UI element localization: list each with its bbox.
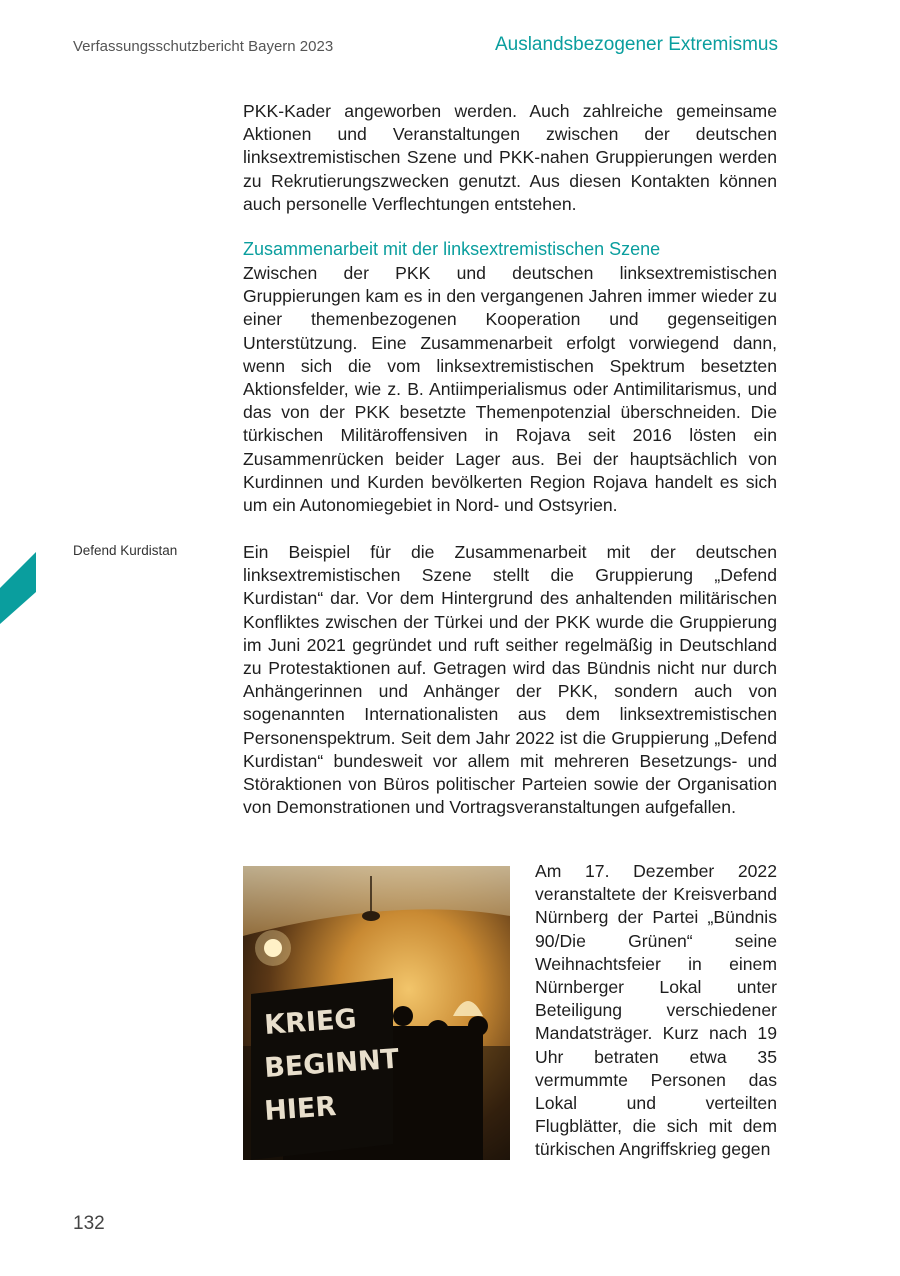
event-photo (243, 866, 510, 1160)
paragraph-text: Ein Beispiel für die Zusammenarbeit mit der deutschen linksextremistischen Szene stellt die Gruppierung „Defend Kurdistan“ dar. Vor dem Hintergrund des anhaltenden militärischen Konfliktes zwischen der Türkei und der PKK wurde die Gruppierung im Juni 2021 gegründet und ruft seither regelmäßig in Deutschland zu Protestaktionen auf. Getragen wird das Bündnis nicht nur durch Anhängerinnen und Anhänger der PKK, sondern auch von sogenannten Internationalisten aus dem linksextremistischen Personenspektrum. Seit dem Jahr 2022 ist die Gruppierung „Defend Kurdistan“ bundesweit vor allem mit mehreren Besetzungs- und Störaktionen von Büros politischer Parteien sowie der Organisation von Demonstrationen und Vortragsveranstaltungen aufgefallen. (243, 542, 777, 818)
paragraph-defend-kurdistan (243, 541, 777, 819)
page-number: 132 (73, 1213, 105, 1234)
paragraph-text: PKK-Kader angeworben werden. Auch zahlreiche gemeinsame Aktionen und Veranstaltungen zwischen der deutschen linksextremistischen Szene und PKK-nahen Gruppierungen werden zu Rekrutierungszwecken genutzt. Aus diesen Kontakten können auch personelle Verflechtungen entstehen. (243, 101, 777, 214)
chapter-tab-marker (0, 552, 36, 624)
chapter-title: Auslandsbezogener Extremismus (494, 34, 778, 55)
paragraph-text: Am 17. Dezember 2022 veranstaltete der Kreisverband Nürnberg der Partei „Bündnis 90/Die Grünen“ seine Weihnachtsfeier in einem Nürnberger Lokal unter Beteiligung verschiedener Mandatsträger. Kurz nach 19 Uhr betraten etwa 35 vermummte Personen das Lokal und verteilten Flugblätter, die sich mit dem türkischen Angriffskrieg gegen (535, 861, 777, 1160)
paragraph-text: Zwischen der PKK und deutschen linksextremistischen Gruppierungen kam es in den vergangenen Jahren immer wieder zu einer themenbezogenen Kooperation und gegenseitigen Unterstützung. Eine Zusammenarbeit erfolgt vorwiegend dann, wenn sich die vom linksextremistischen Spektrum besetzten Aktionsfelder, wie z. B. Antiimperialismus oder Antimilitarismus, und das von der PKK besetzte Themenpotenzial überschneiden. Die türkischen Militäroffensiven in Rojava seit 2016 lösten ein Zusammenrücken beider Lager aus. Bei der hauptsächlich von Kurdinnen und Kurden bevölkerten Region Rojava handelt es sich um ein Autonomiegebiet in Nord- und Ostsyrien. (243, 263, 777, 516)
banner-line: KRIEG (263, 1003, 358, 1041)
paragraph-cooperation (243, 262, 777, 517)
section-heading: Zusammenarbeit mit der linksextremistischen Szene (243, 239, 661, 259)
paragraph-nuremberg-event (535, 860, 777, 1162)
banner-line: BEGINNT (263, 1043, 401, 1084)
banner-line: HIER (263, 1091, 338, 1127)
running-header-title: Verfassungsschutzbericht Bayern 2023 (73, 38, 334, 55)
margin-label: Defend Kurdistan (73, 543, 178, 558)
paragraph-recruitment (243, 100, 777, 216)
